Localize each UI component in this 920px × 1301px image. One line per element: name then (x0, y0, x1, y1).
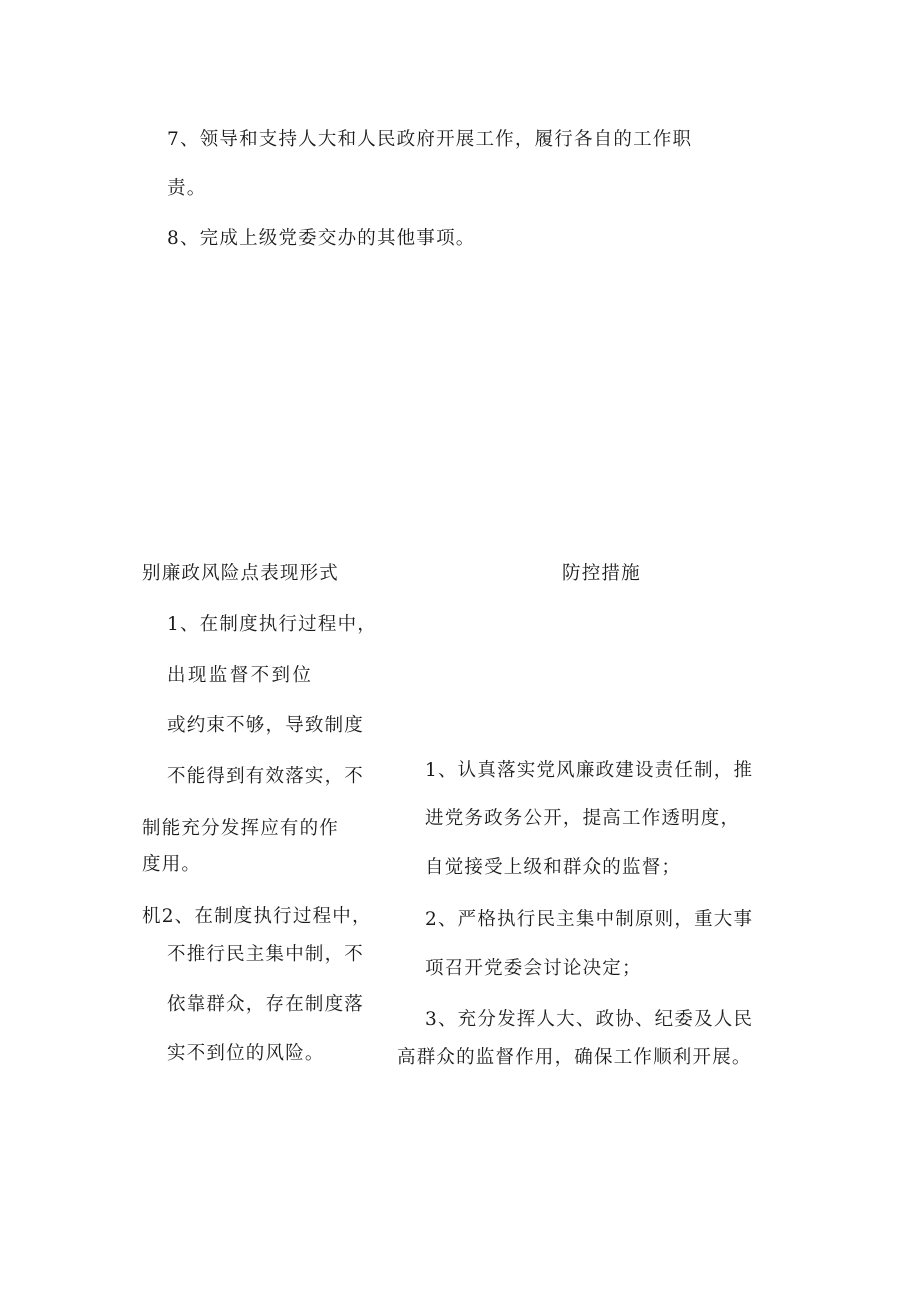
control-line: 自觉接受上级和群众的监督； (425, 857, 682, 878)
risk-line: 不推行民主集中制，不 (167, 944, 365, 965)
duty-item-7-line-2: 责。 (167, 178, 207, 199)
risk-line: 机2、在制度执行过程中， (142, 906, 372, 927)
risk-line: 度用。 (142, 854, 202, 875)
control-line: 项召开党委会讨论决定； (425, 958, 642, 979)
control-line: 3、充分发挥人大、政协、纪委及人民 (425, 1009, 754, 1030)
duty-item-8: 8、完成上级党委交办的其他事项。 (167, 228, 476, 249)
control-column-header: 防控措施 (562, 563, 641, 584)
risk-line: 依靠群众，存在制度落 (167, 994, 365, 1015)
risk-column-header: 别廉政风险点表现形式 (142, 563, 340, 584)
control-line: 进党务政务公开，提高工作透明度， (425, 808, 741, 829)
risk-line: 1、在制度执行过程中， (167, 614, 377, 635)
control-line: 2、严格执行民主集中制原则，重大事 (425, 909, 754, 930)
risk-line: 制能充分发挥应有的作 (142, 818, 340, 839)
risk-line: 出现监督不到位 (167, 665, 314, 686)
control-line: 高群众的监督作用，确保工作顺利开展。 (397, 1047, 752, 1068)
risk-line: 或约束不够，导致制度 (167, 715, 365, 736)
risk-line: 不能得到有效落实，不 (167, 766, 365, 787)
duty-item-7-line-1: 7、领导和支持人大和人民政府开展工作，履行各自的工作职 (167, 129, 693, 150)
risk-line: 实不到位的风险。 (167, 1043, 325, 1064)
control-line: 1、认真落实党风廉政建设责任制，推 (425, 760, 754, 781)
